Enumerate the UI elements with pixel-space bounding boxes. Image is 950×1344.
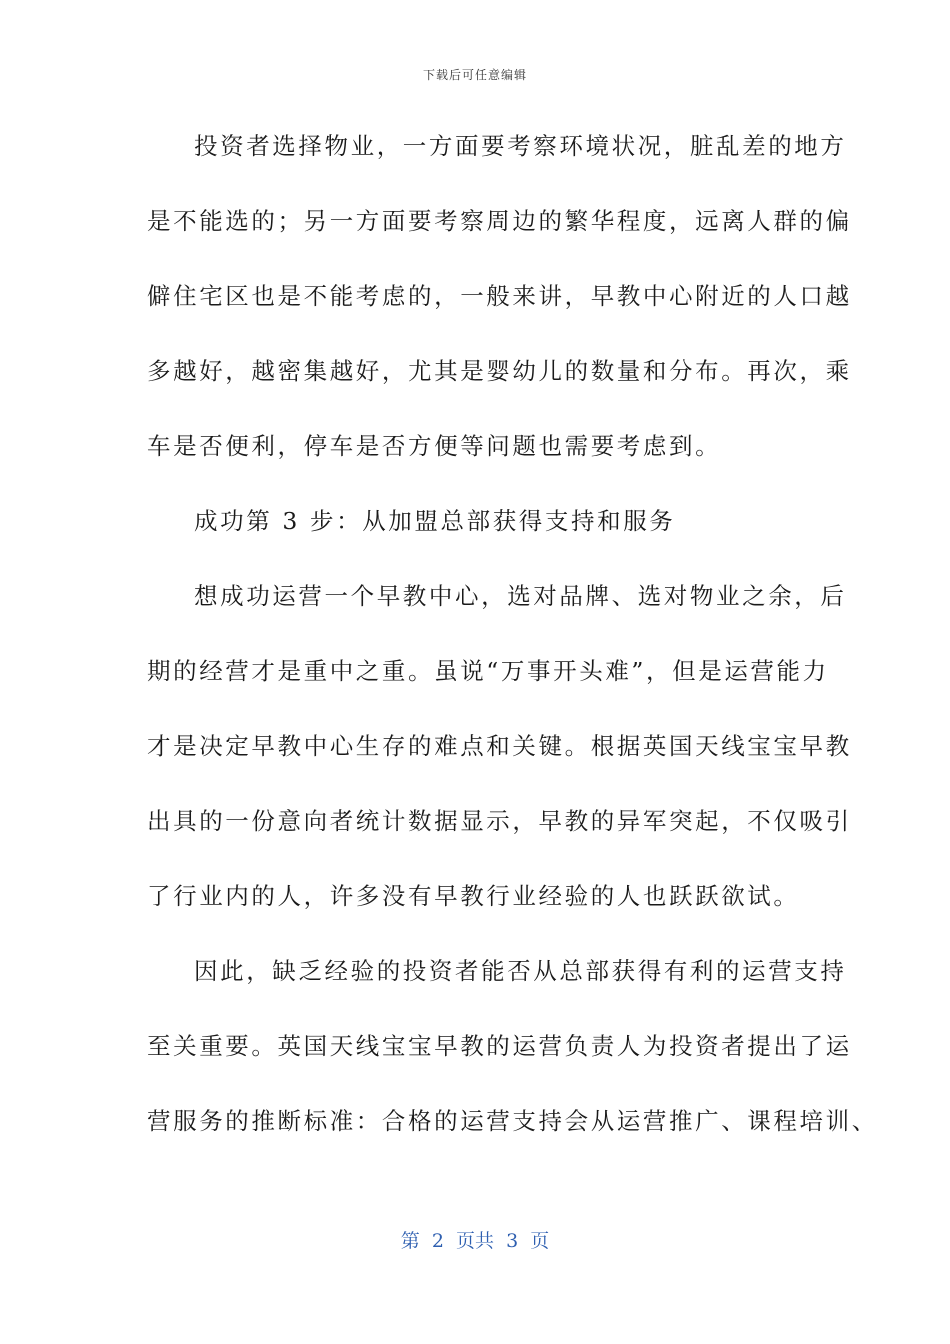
document-body xyxy=(147,126,878,1176)
text-line: 了行业内的人，许多没有早教行业经验的人也跃跃欲试。 xyxy=(147,882,800,910)
text-line: 投资者选择物业，一方面要考察环境状况，脏乱差的地方 xyxy=(194,132,847,160)
text-line: 出具的一份意向者统计数据显示，早教的异军突起，不仅吸引 xyxy=(147,807,852,835)
text-line: 想成功运营一个早教中心，选对品牌、选对物业之余，后 xyxy=(194,582,847,610)
text-line: 车是否便利，停车是否方便等问题也需要考虑到。 xyxy=(147,432,722,460)
text-line: 是不能选的；另一方面要考察周边的繁华程度，远离人群的偏 xyxy=(147,207,852,235)
text-line: 因此，缺乏经验的投资者能否从总部获得有利的运营支持 xyxy=(194,957,847,985)
page-header: 下载后可任意编辑 xyxy=(422,68,527,82)
text-line: 期的经营才是重中之重。虽说“万事开头难”，但是运营能力 xyxy=(147,657,829,685)
page-number-footer: 第 2 页共 3 页 xyxy=(400,1230,550,1252)
section-heading: 成功第 3 步：从加盟总部获得支持和服务 xyxy=(194,507,676,535)
text-line: 才是决定早教中心生存的难点和关键。根据英国天线宝宝早教 xyxy=(147,732,852,760)
text-line: 营服务的推断标准：合格的运营支持会从运营推广、课程培训、 xyxy=(147,1107,878,1135)
text-line: 僻住宅区也是不能考虑的，一般来讲，早教中心附近的人口越 xyxy=(147,282,852,310)
text-line: 多越好，越密集越好，尤其是婴幼儿的数量和分布。再次，乘 xyxy=(147,357,852,385)
text-line: 至关重要。英国天线宝宝早教的运营负责人为投资者提出了运 xyxy=(147,1032,852,1060)
